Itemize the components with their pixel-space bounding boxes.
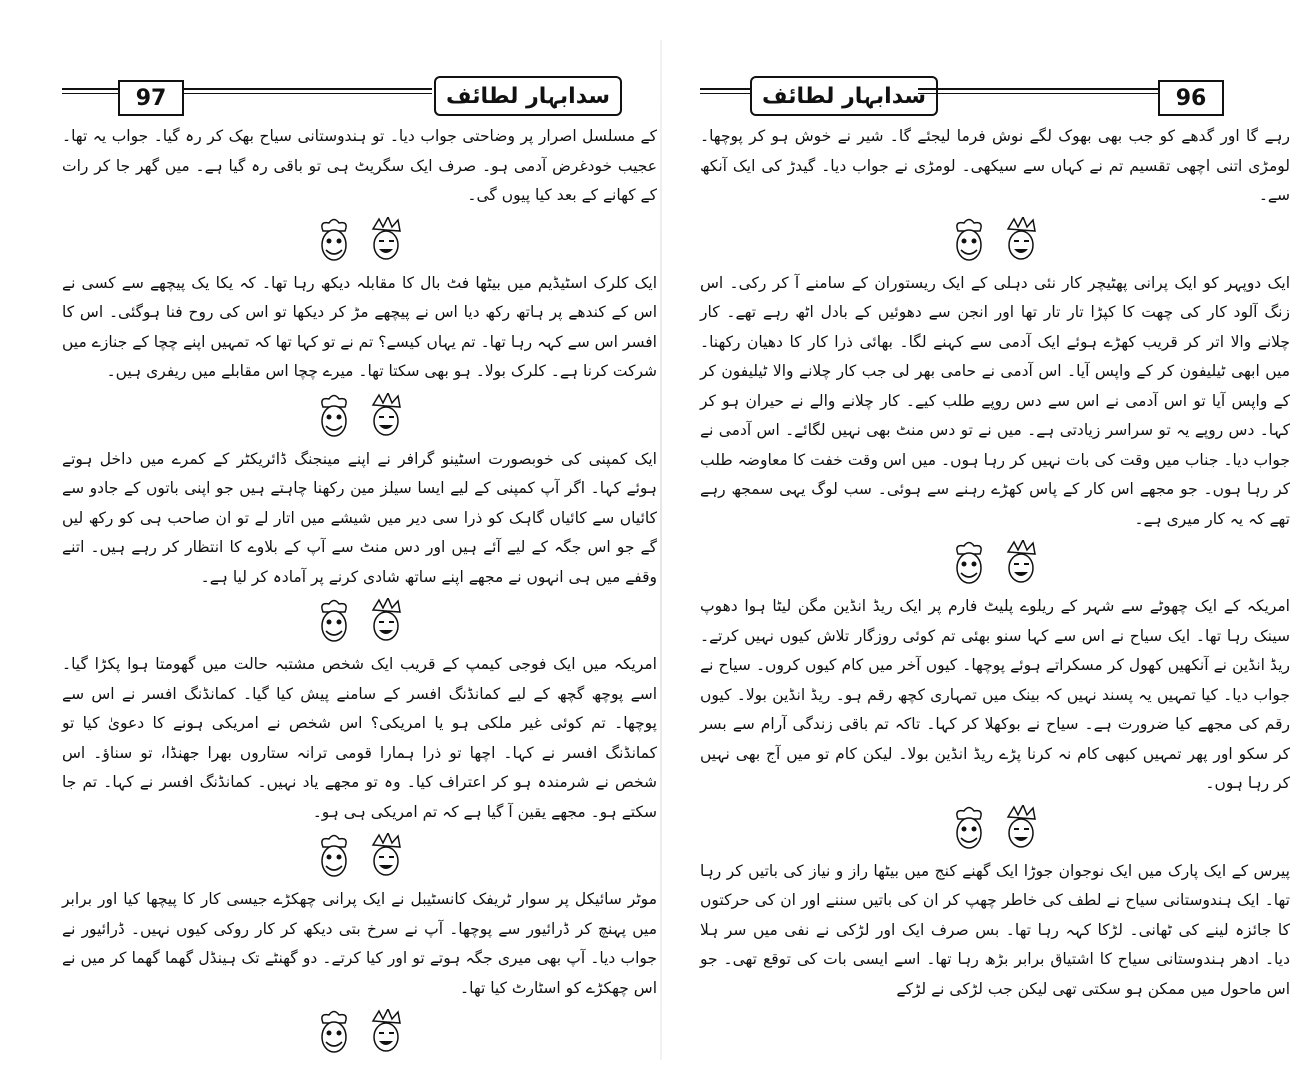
joke-separator [62, 387, 657, 445]
joke-separator [700, 534, 1290, 592]
jester-face-icon [367, 1009, 405, 1055]
joke-separator [62, 1003, 657, 1061]
running-title: سدابہار لطائف [434, 76, 622, 116]
left-page [62, 70, 657, 1070]
joke-separator [62, 211, 657, 269]
jester-face-icon [1002, 540, 1040, 586]
right-page [700, 70, 1290, 1070]
jester-face-icon [1002, 805, 1040, 851]
joke-paragraph: ایک کمپنی کی خوبصورت اسٹینو گرافر نے اپنے مینجنگ ڈائریکٹر کے کمرے میں داخل ہوتے ہوئے کہا۔ اگر آپ کمپنی کے لیے ایسا سیلز مین رکھنا چاہتے ہیں جو اپنی باتوں کے جادو سے کائیاں سے کائیاں گاہک کو ذرا سی دیر میں شیشے میں اتار لے تو ان صاحب ہی کو رکھ لیں گے جو اس جگہ کے لیے آئے ہیں اور دس منٹ سے آپ کے بلاوے کا انتظار کر رہے ہیں۔ اتنے وقفے میں ہی انہوں نے مجھے اپنے ساتھ شادی کرنے پر آمادہ کر لیا ہے۔ [62, 449, 657, 586]
header-rule [700, 88, 750, 94]
joke-separator [700, 799, 1290, 857]
joke-paragraph: ایک دوپہر کو ایک پرانی پھٹیچر کار نئی دہلی کے ایک ریستوران کے سامنے آ کر رکی۔ اس زنگ آلود کار کی چھت کا کپڑا تار تار تھا اور انجن سے دھوئیں کے بادل اٹھ رہے تھے۔ کار چلانے والا اتر کر قریب کھڑے ہوئے ایک آدمی سے کہنے لگا۔ بھائی ذرا کار کا دھیان رکھنا۔ میں ابھی ٹیلیفون کر کے واپس آیا۔ اس آدمی نے حامی بھر لی جب کار چلانے والا ٹیلیفون کر کے واپس آیا تو اس آدمی نے اس سے دس روپے طلب کیے۔ کار چلانے والے نے حیران ہو کر کہا۔ دس روپے یہ تو سراسر زیادتی ہے۔ میں نے تو دس منٹ بھی نہیں لگائے۔ اس آدمی نے جواب دیا۔ جناب میں وقت کی بات نہیں کر رہا ہوں۔ میں اس وقت خفت کا معاوضہ طلب کر رہا ہوں۔ جو مجھے اس کار کے پاس کھڑے رہنے سے ہوئی۔ سب لوگ یہی سمجھ رہے تھے کہ یہ کار میری ہے۔ [700, 273, 1290, 528]
jester-face-icon [1002, 217, 1040, 263]
chef-face-icon [315, 217, 353, 263]
chef-face-icon [315, 598, 353, 644]
jester-face-icon [367, 598, 405, 644]
page-number: 97 [118, 80, 184, 116]
joke-paragraph: پیرس کے ایک پارک میں ایک نوجوان جوڑا ایک گھنے کنج میں بیٹھا راز و نیاز کی باتیں کر رہا تھا۔ ایک ہندوستانی سیاح نے لطف کی خاطر چھپ کر ان کی باتیں سننے اور ان کی حرکتوں کا جائزہ لینے کی ٹھانی۔ لڑکا کہہ رہا تھا۔ بس صرف ایک اور لڑکی نے نفی میں سر ہلا دیا۔ ادھر ہندوستانی سیاح کا اشتیاق برابر بڑھ رہا تھا۔ اسے ایسی بات کی توقع تھی۔ جو اس ماحول میں ممکن ہو سکتی تھی لیکن جب لڑکی نے لڑکے [700, 861, 1290, 998]
joke-separator [62, 827, 657, 885]
joke-paragraph: امریکہ میں ایک فوجی کیمپ کے قریب ایک شخص مشتبہ حالت میں گھومتا ہوا پکڑا گیا۔ اسے پوچھ گچھ کے لیے کمانڈنگ افسر کے سامنے پیش کیا گیا۔ کمانڈنگ افسر نے اس سے پوچھا۔ تم کوئی غیر ملکی ہو یا امریکی؟ اس شخص نے امریکی ہونے کا دعویٰ کیا تو کمانڈنگ افسر نے کہا۔ اچھا تو ذرا ہمارا قومی ترانہ ستاروں بھرا جھنڈا، تو سناؤ۔ اس شخص نے شرمندہ ہو کر اعتراف کیا۔ وہ تو مجھے یاد نہیں۔ کمانڈنگ افسر نے کہا۔ تم جا سکتے ہو۔ مجھے یقین آ گیا ہے کہ تم امریکی ہی ہو۔ [62, 655, 657, 821]
chef-face-icon [950, 540, 988, 586]
chef-face-icon [315, 833, 353, 879]
joke-paragraph: امریکہ کے ایک چھوٹے سے شہر کے ریلوے پلیٹ فارم پر ایک ریڈ انڈین مگن لیٹا ہوا دھوپ سینک رہا تھا۔ ایک سیاح نے اس سے کہا سنو بھئی تم کوئی روزگار تلاش کیوں نہیں کرتے۔ ریڈ انڈین نے آنکھیں کھول کر مسکراتے ہوئے پوچھا۔ کیوں آخر میں کام کیوں کروں۔ سیاح نے جواب دیا۔ کیا تمہیں یہ پسند نہیں کہ بینک میں تمہاری کچھ رقم ہو۔ ریڈ انڈین بولا۔ کیوں رقم کی مجھے کیا ضرورت ہے۔ سیاح نے بوکھلا کر کہا۔ تاکہ تم باقی زندگی آرام سے بسر کر سکو اور پھر تمہیں کبھی کام نہ کرنا پڑے ریڈ انڈین بولا۔ لیکن کام تو میں آج بھی نہیں کر رہا ہوں۔ [700, 597, 1290, 792]
chef-face-icon [315, 393, 353, 439]
jester-face-icon [367, 833, 405, 879]
chef-face-icon [950, 805, 988, 851]
joke-paragraph: کے مسلسل اصرار پر وضاحتی جواب دیا۔ تو ہندوستانی سیاح بھک کر رہ گیا۔ جواب یہ تھا۔ عجیب خودغرض آدمی ہو۔ صرف ایک سگریٹ ہی تو باقی رہ گیا ہے۔ میں گھر جا کر رات کے کھانے کے بعد کیا پیوں گی۔ [62, 127, 657, 204]
chef-face-icon [950, 217, 988, 263]
book-gutter [660, 40, 662, 1060]
joke-separator [700, 211, 1290, 269]
header-rule [918, 88, 1158, 94]
jester-face-icon [367, 217, 405, 263]
left-page-header [62, 70, 657, 122]
header-rule [184, 88, 432, 94]
right-page-header [700, 70, 1290, 122]
jester-face-icon [367, 393, 405, 439]
running-title: سدابہار لطائف [750, 76, 938, 116]
joke-separator [62, 592, 657, 650]
page-number: 96 [1158, 80, 1224, 116]
header-rule [62, 88, 118, 94]
joke-paragraph: موٹر سائیکل پر سوار ٹریفک کانسٹیبل نے ایک پرانی چھکڑے جیسی کار کا پیچھا کیا اور برابر میں پہنچ کر ڈرائیور سے پوچھا۔ آپ نے سرخ بتی دیکھ کر کار روکی کیوں نہیں۔ ڈرائیور نے جواب دیا۔ آپ بھی میری جگہ ہوتے تو اور کیا کرتے۔ دو گھنٹے تک ہینڈل گھما گھما کر میں نے اس چھکڑے کو اسٹارٹ کیا تھا۔ [62, 890, 657, 997]
joke-paragraph: رہے گا اور گدھے کو جب بھی بھوک لگے نوش فرما لیجئے گا۔ شیر نے خوش ہو کر پوچھا۔ لومڑی اتنی اچھی تقسیم تم نے کہاں سے سیکھی۔ لومڑی نے جواب دیا۔ گیدڑ کی ایک آنکھ سے۔ [700, 127, 1290, 204]
joke-paragraph: ایک کلرک اسٹیڈیم میں بیٹھا فٹ بال کا مقابلہ دیکھ رہا تھا۔ کہ یکا یک پیچھے سے کسی نے اس کے کندھے پر ہاتھ رکھ دیا اس نے پیچھے مڑ کر دیکھا تو اس کی روح فنا ہوگئی۔ اس کا افسر اس سے کہہ رہا تھا۔ تم یہاں کیسے؟ تم نے تو کہا تھا کہ تمہیں اپنے چچا کے جنازے میں شرکت کرنا ہے۔ کلرک بولا۔ ہو بھی سکتا تھا۔ میرے چچا اس مقابلے میں ریفری ہیں۔ [62, 273, 657, 380]
chef-face-icon [315, 1009, 353, 1055]
